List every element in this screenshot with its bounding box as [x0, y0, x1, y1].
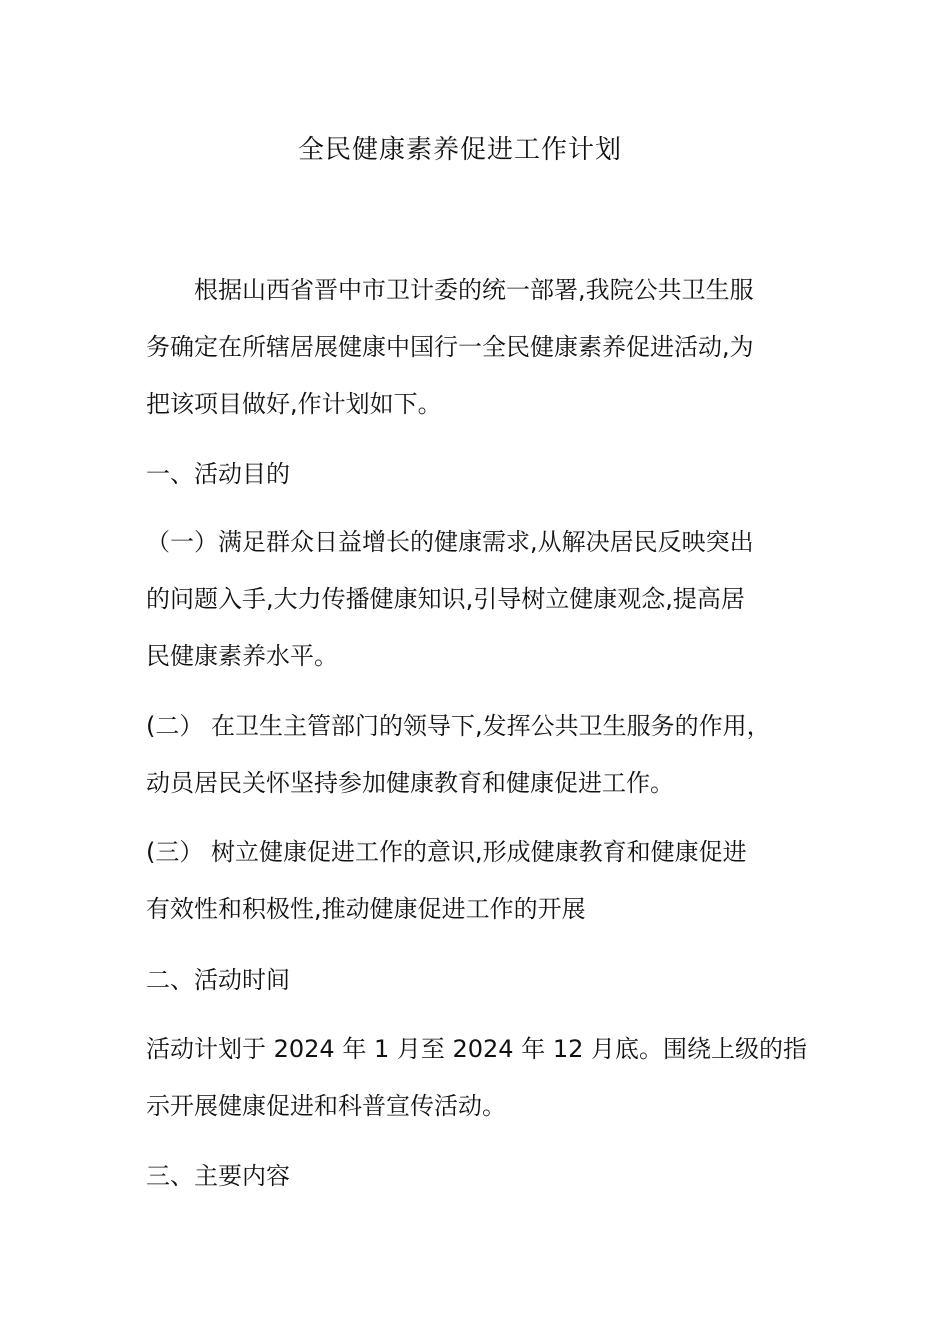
- item-2-line-2: 动员居民关怀坚持参加健康教育和健康促进工作。: [146, 769, 674, 797]
- time-line-1: 活动计划于 2024 年 1 月至 2024 年 12 月底。围绕上级的指: [146, 1035, 807, 1063]
- time-line-2: 示开展健康促进和科普宣传活动。: [146, 1092, 506, 1120]
- item-3-paragraph: [146, 824, 747, 938]
- time-paragraph: [146, 1021, 807, 1135]
- document-title: 全民健康素养促进工作计划: [297, 135, 622, 165]
- section-2-heading: 二、活动时间: [146, 966, 290, 994]
- item-2-paragraph: [146, 698, 771, 812]
- item-1-line-1: （一）满足群众日益增长的健康需求,从解决居民反映突出: [146, 528, 754, 556]
- intro-line-1: 根据山西省晋中市卫计委的统一部署,我院公共卫生服: [194, 276, 754, 304]
- section-3-heading: 三、主要内容: [146, 1162, 290, 1190]
- section-1-heading: 一、活动目的: [146, 460, 290, 488]
- intro-line-3: 把该项目做好,作计划如下。: [146, 390, 442, 418]
- item-2-line-1: (二） 在卫生主管部门的领导下,发挥公共卫生服务的作用，: [146, 712, 771, 740]
- item-1-paragraph: [146, 514, 754, 685]
- item-1-line-2: 的问题入手,大力传播健康知识,引导树立健康观念,提高居: [146, 585, 745, 613]
- item-1-line-3: 民健康素养水平。: [146, 642, 338, 670]
- item-3-line-2: 有效性和积极性,推动健康促进工作的开展: [146, 895, 586, 923]
- item-3-line-1: (三） 树立健康促进工作的意识,形成健康教育和健康促进: [146, 838, 747, 866]
- intro-line-2: 务确定在所辖居展健康中国行一全民健康素养促进活动,为: [146, 333, 754, 361]
- intro-paragraph: [146, 262, 754, 433]
